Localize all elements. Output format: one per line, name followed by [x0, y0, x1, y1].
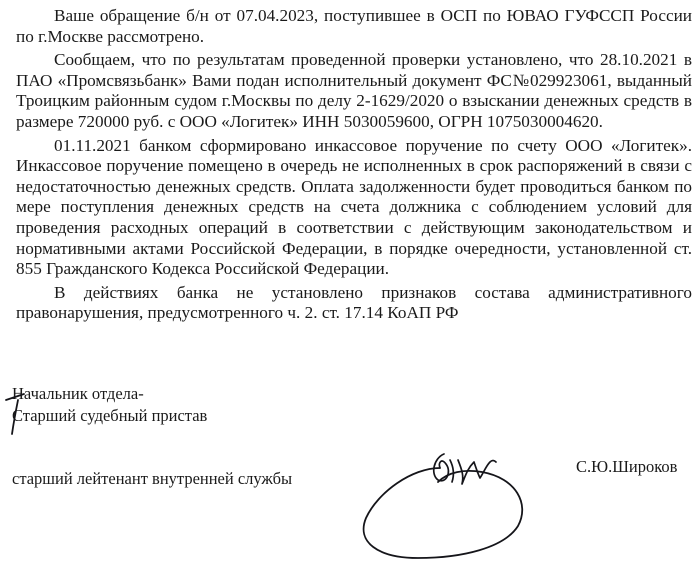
signatory-name: С.Ю.Широков [576, 457, 678, 476]
paragraph-conclusion: В действиях банка не установлено признаков состава административного правонарушения, предусмотренного ч. 2. ст. 17.14 КоАП РФ [16, 282, 692, 323]
paragraph-check-results: Сообщаем, что по результатам проведенной проверки установлено, что 28.10.2021 в ПАО «Промсвязьбанк» Вами подан исполнительный документ ФС№029923061, выданный Троицким районным судом г.Москвы по делу 2-1629/2020 о взыскании денежных средств в размере 720000 руб. с ООО «Логитек» ИНН 5030059600, ОГРН 1075030004620. [16, 50, 692, 131]
letter-body [16, 6, 692, 327]
paragraph-collection-order: 01.11.2021 банком сформировано инкассовое поручение по счету ООО «Логитек». Инкассовое поручение помещено в очередь не исполненных в срок распоряжений в связи с недостаточностью денежных средств. Оплата задолженности будет проводиться банком по мере поступления денежных средств на счета должника с соблюдением условий для проведения расходных операций в соответствии с действующим законодательством и нормативными актами Российской Федерации, в порядке очередности, установленной ст. 855 Гражданского Кодекса Российской Федерации. [16, 135, 692, 279]
signatory-rank: старший лейтенант внутренней службы [12, 469, 293, 488]
signatory-position-line-2: Старший судебный пристав [12, 406, 208, 425]
paragraph-appeal-reviewed: Ваше обращение б/н от 07.04.2023, поступившее в ОСП по ЮВАО ГУФССП России по г.Москве рассмотрено. [16, 6, 692, 46]
handwritten-signature [354, 438, 554, 561]
signatory-position-line-1: Начальник отдела- [12, 384, 144, 403]
